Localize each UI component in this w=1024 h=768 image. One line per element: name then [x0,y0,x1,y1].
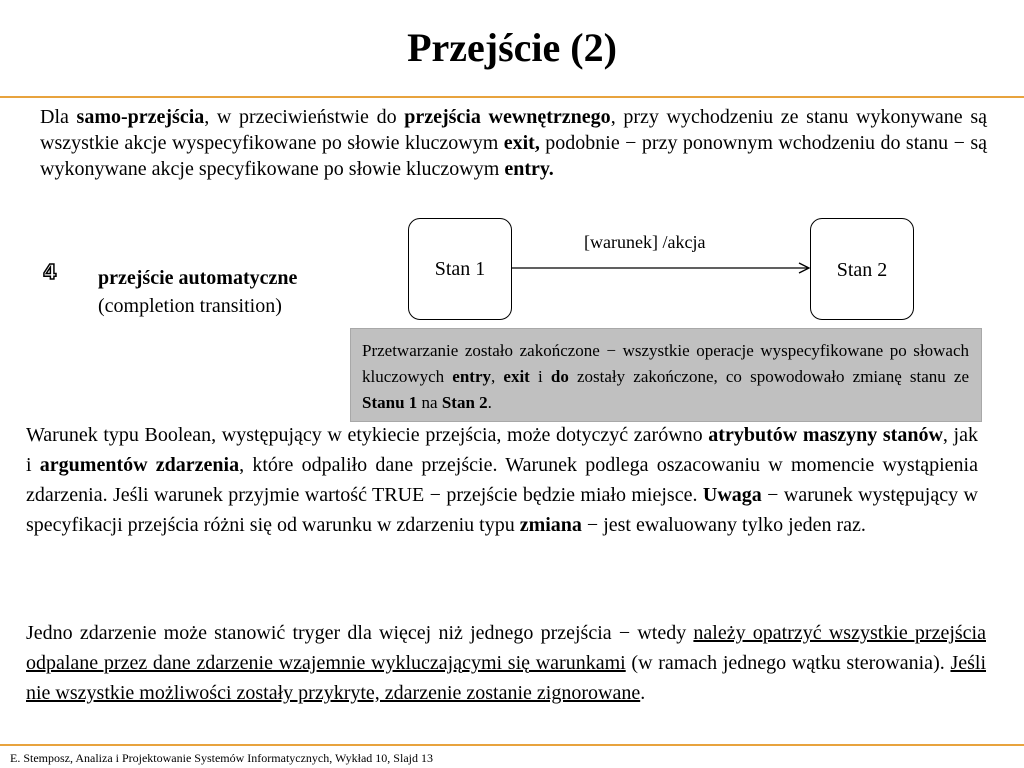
intro-bold: przejścia wewnętrznego [404,106,611,128]
note-bold: entry [452,367,491,386]
intro-bold: samo-przejścia [76,106,205,128]
note-bold: do [550,367,569,386]
state-box-1 [408,218,512,320]
para2-text: , które odpaliło dane przejście. Warunek podlega oszacowaniu w momencie wystąpienia zdarzenia. Jeśli warunek przyjmie wartość TRUE − przejście będzie miało miejsce. [26,454,978,506]
para3-underlined: należy opatrzyć wszystkie przejścia odpalane przez dane zdarzenie wzajemnie wykluczającymi się warunkami [26,622,986,674]
slide-footer: E. Stemposz, Analiza i Projektowanie Systemów Informatycznych, Wykład 10, Slajd 13 [10,751,433,765]
condition-paragraph [26,420,978,540]
slide-title: Przejście (2) [407,25,617,70]
note-bold: Stan 2 [441,393,488,412]
note-text-part: i [529,367,551,386]
para2-bold: zmiana [519,514,582,536]
intro-paragraph [40,104,987,182]
intro-text: , w przeciwieństwie do [204,106,405,128]
note-text [362,338,969,416]
para2-bold: atrybutów maszyny stanów [708,424,943,446]
para2-text: − warunek występujący w specyfikacji przejścia różni się od warunku w zdarzeniu typu [26,484,978,536]
bullet-item [98,264,368,320]
state-1-label: Stan 1 [434,257,486,280]
note-bold: Stanu 1 [362,393,418,412]
para2-text: Warunek typu Boolean, występujący w etykiecie przejścia, może dotyczyć zarówno [26,424,709,446]
header-divider [0,96,1024,98]
bullet-number-badge: 4 [43,260,57,284]
note-bold: exit [503,367,530,386]
para3-text: Jedno zdarzenie może stanowić tryger dla więcej niż jednego przejścia − wtedy [26,622,694,644]
note-text-part: na [417,393,442,412]
intro-text: Dla [40,106,77,128]
bullet-title: przejście automatyczne [98,267,298,289]
note-text-part: . [487,393,492,412]
state-2-label: Stan 2 [836,259,888,281]
para2-bold: argumentów zdarzenia [39,454,240,476]
para2-text: , jak i [26,424,978,476]
para3-underlined: Jeśli nie wszystkie możliwości zostały przykryte, zdarzenie zostanie zignorowane [26,652,987,704]
para3-text: (w ramach jednego wątku sterowania). [625,652,951,674]
bullet-subtitle: (completion transition) [98,295,282,317]
intro-text: , przy wychodzeniu ze stanu wykonywane są wszystkie akcje wyspecyfikowane po słowie kluczowym [40,106,987,154]
note-text-part: Przetwarzanie zostało zakończone − wszystkie operacje wyspecyfikowane po słowach kluczowych [362,341,969,386]
note-text-part: , [491,367,504,386]
trigger-paragraph [26,618,986,708]
footer-divider [0,744,1024,746]
intro-text: podobnie − przy ponownym wchodzeniu do stanu − są wykonywane akcje specyfikowane po słowie kluczowym [40,132,987,180]
state-box-2 [810,218,914,320]
intro-bold: entry. [504,158,554,180]
intro-bold: exit, [503,132,540,154]
para2-bold: Uwaga [702,484,762,506]
transition-arrow [510,258,812,278]
para2-text: − jest ewaluowany tylko jeden raz. [581,514,866,536]
note-text-part: zostały zakończone, co spowodowało zmianę stanu ze [568,367,970,386]
transition-label: [warunek] /akcja [584,232,706,252]
para3-text: . [640,682,646,704]
